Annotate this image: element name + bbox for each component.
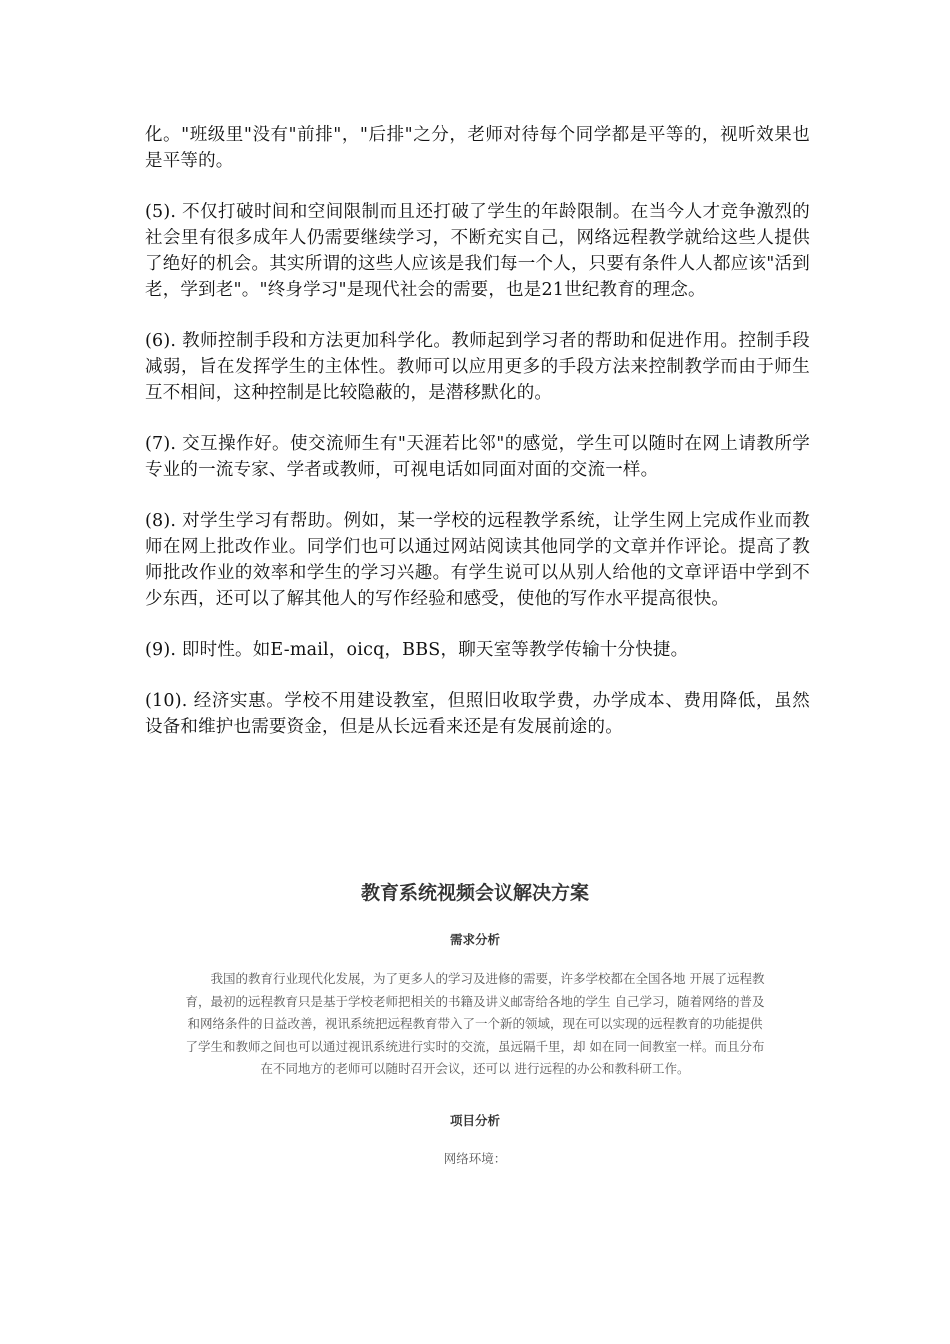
needs-analysis-heading: 需求分析: [449, 932, 500, 947]
needs-analysis-text: 我国的教育行业现代化发展，为了更多人的学习及进修的需要，许多学校都在全国各地 开展了远程教育，最初的远程教育只是基于学校老师把相关的书籍及讲义邮寄给各地的学生 自己学习，随着网络的普及和网络条件的日益改善，视讯系统把远程教育带入了一个新的领域，现在可以实现的远程教育的功能提供了学生和教师之间也可以通过视讯系统进行实时的交流，虽远隔千里，却 如在同一间教室一样。而且分布在不同地方的老师可以随时召开会议，还可以 进行远程的办公和教科研工作。: [185, 971, 765, 1076]
solution-title: 教育系统视频会议解决方案: [360, 882, 589, 904]
paragraph-item-6: (6). 教师控制手段和方法更加科学化。教师起到学习者的帮助和促进作用。控制手段减弱，旨在发挥学生的主体性。教师可以应用更多的手段方法来控制教学而由于师生互不相间，这种控制是比较隐蔽的，是潜移默化的。: [145, 331, 810, 403]
paragraph-continuation: 化。"班级里"没有"前排"，"后排"之分，老师对待每个同学都是平等的，视听效果也是平等的。: [145, 125, 810, 171]
paragraph-item-8: (8). 对学生学习有帮助。例如，某一学校的远程教学系统，让学生网上完成作业而教师在网上批改作业。同学们也可以通过网站阅读其他同学的文章并作评论。提高了教师批改作业的效率和学生的学习兴趣。有学生说可以从别人给他的文章评语中学到不少东西，还可以了解其他人的写作经验和感受，使他的写作水平提高很快。: [145, 511, 810, 609]
paragraph-item-5: (5). 不仅打破时间和空间限制而且还打破了学生的年龄限制。在当今人才竞争激烈的社会里有很多成年人仍需要继续学习，不断充实自己，网络远程教学就给这些人提供了绝好的机会。其实所谓的这些人应该是我们每一个人，只要有条件人人都应该"活到老，学到老"。"终身学习"是现代社会的需要，也是21世纪教育的理念。: [145, 202, 810, 300]
paragraph-item-9: (9). 即时性。如E-mail，oicq，BBS，聊天室等教学传输十分快捷。: [145, 640, 689, 660]
network-environment-label: 网络环境：: [443, 1150, 507, 1166]
advantages-list: [145, 122, 810, 765]
paragraph-item-10: (10). 经济实惠。学校不用建设教室，但照旧收取学费，办学成本、费用降低，虽然设备和维护也需要资金，但是从长远看来还是有发展前途的。: [145, 691, 810, 737]
project-analysis-heading: 项目分析: [449, 1112, 500, 1128]
solution-section: [180, 876, 770, 1169]
paragraph-item-7: (7). 交互操作好。使交流师生有"天涯若比邻"的感觉，学生可以随时在网上请教所学专业的一流专家、学者或教师，可视电话如同面对面的交流一样。: [145, 434, 810, 480]
